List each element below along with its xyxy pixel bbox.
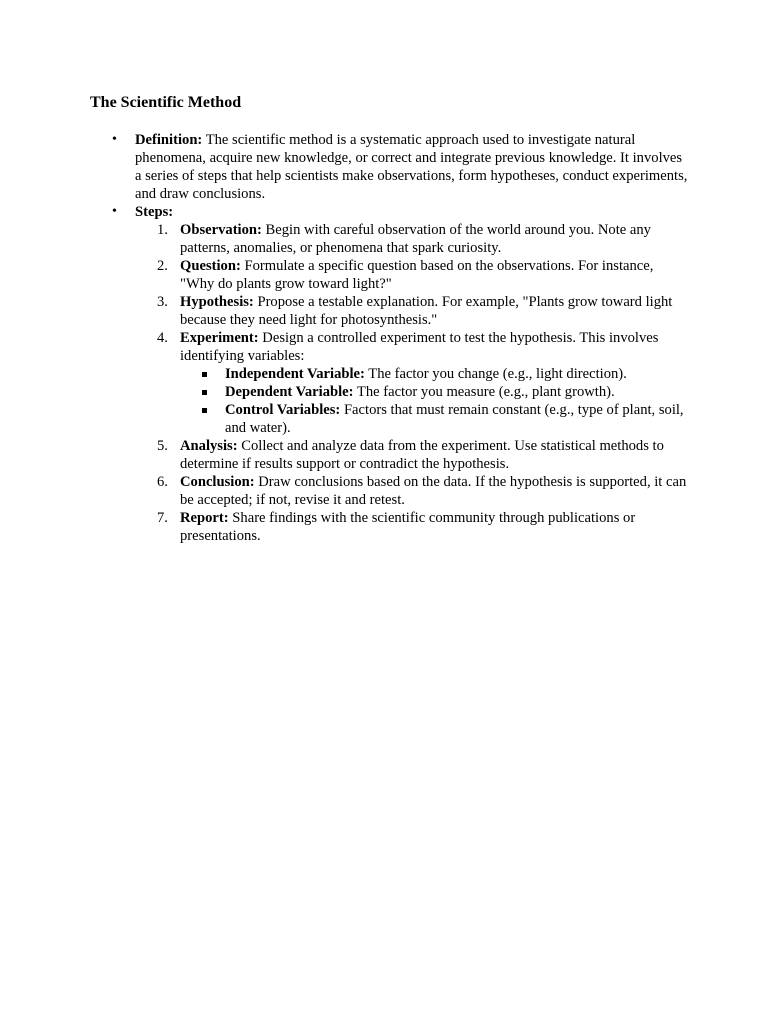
step-label: Question:	[180, 258, 241, 274]
step-label: Experiment:	[180, 330, 259, 346]
step-text: Draw conclusions based on the data. If the hypothesis is supported, it can be accepted; if not, revise it and retest.	[180, 474, 687, 508]
step-item-experiment	[157, 329, 690, 437]
step-text: Formulate a specific question based on the observations. For instance, "Why do plants grow toward light?"	[180, 258, 654, 292]
step-label: Hypothesis:	[180, 294, 254, 310]
variable-item-dependent	[225, 383, 690, 401]
definition-label: Definition:	[135, 132, 203, 148]
main-list	[90, 131, 690, 545]
steps-label: Steps:	[135, 204, 174, 220]
step-number: 5.	[157, 438, 168, 454]
variable-label: Control Variables:	[225, 402, 341, 418]
definition-text: The scientific method is a systematic approach used to investigate natural phenomena, acquire new knowledge, or correct and integrate previous knowledge. It involves a series of steps that help scientists make observations, form hypotheses, conduct experiments, and draw conclusions.	[135, 132, 688, 202]
step-item-observation	[157, 221, 690, 257]
step-item-question	[157, 257, 690, 293]
variables-list	[180, 365, 690, 437]
variable-text: The factor you measure (e.g., plant growth).	[356, 384, 615, 400]
variable-label: Independent Variable:	[225, 366, 365, 382]
step-text: Share findings with the scientific community through publications or presentations.	[180, 510, 636, 544]
step-number: 6.	[157, 474, 168, 490]
step-text: Propose a testable explanation. For example, "Plants grow toward light because they need light for photosynthesis."	[180, 294, 673, 328]
step-item-report	[157, 509, 690, 545]
variable-item-independent	[225, 365, 690, 383]
step-number: 4.	[157, 330, 168, 346]
step-label: Conclusion:	[180, 474, 255, 490]
step-item-conclusion	[157, 473, 690, 509]
variable-item-control	[225, 401, 690, 437]
step-label: Analysis:	[180, 438, 238, 454]
step-text: Collect and analyze data from the experiment. Use statistical methods to determine if results support or contradict the hypothesis.	[180, 438, 664, 472]
step-number: 1.	[157, 222, 168, 238]
step-number: 7.	[157, 510, 168, 526]
list-item-definition	[135, 131, 690, 203]
step-text: Design a controlled experiment to test the hypothesis. This involves identifying variables:	[180, 330, 659, 364]
step-item-analysis	[157, 437, 690, 473]
variable-text: Factors that must remain constant (e.g., type of plant, soil, and water).	[225, 402, 684, 436]
step-item-hypothesis	[157, 293, 690, 329]
variable-label: Dependent Variable:	[225, 384, 354, 400]
step-number: 3.	[157, 294, 168, 310]
step-number: 2.	[157, 258, 168, 274]
step-label: Report:	[180, 510, 229, 526]
steps-list	[135, 221, 690, 545]
step-label: Observation:	[180, 222, 262, 238]
variable-text: The factor you change (e.g., light direction).	[368, 366, 627, 382]
page-title: The Scientific Method	[90, 94, 242, 111]
list-item-steps	[135, 203, 690, 545]
document-page	[90, 93, 690, 545]
step-text: Begin with careful observation of the world around you. Note any patterns, anomalies, or phenomena that spark curiosity.	[180, 222, 651, 256]
